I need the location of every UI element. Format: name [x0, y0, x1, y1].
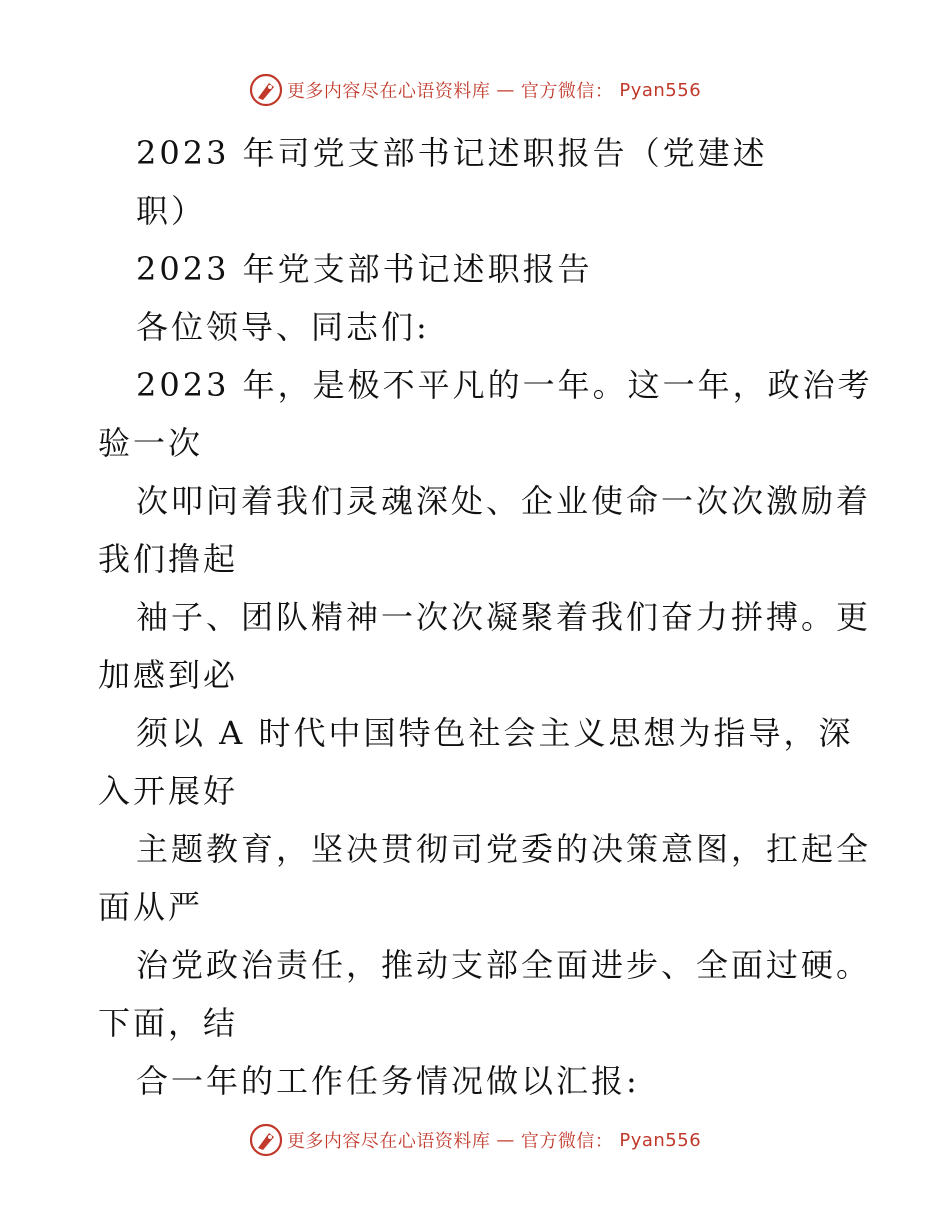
watermark-wechat-id: Pyan556 — [619, 1129, 702, 1151]
document-line: 面从严 — [98, 888, 204, 926]
pen-nib-icon — [249, 73, 283, 107]
document-line: 入开展好 — [98, 772, 239, 810]
document-line: 次叩问着我们灵魂深处、企业使命一次次激励着 — [136, 482, 872, 520]
document-line: 2023 年党支部书记述职报告 — [136, 250, 593, 288]
document-line: 我们撸起 — [98, 540, 239, 578]
watermark-wechat-label: 官方微信： — [520, 1131, 614, 1152]
watermark-separator: — — [496, 79, 515, 101]
document-line: 须以 A 时代中国特色社会主义思想为指导，深 — [136, 714, 854, 752]
header-watermark — [0, 70, 950, 110]
document-line: 2023 年司党支部书记述职报告（党建述 — [136, 134, 768, 172]
pen-nib-icon — [249, 1123, 283, 1157]
watermark-content — [249, 73, 701, 107]
watermark-text: 更多内容尽在心语资料库 — [286, 1131, 491, 1152]
document-line: 合一年的工作任务情况做以汇报: — [136, 1062, 640, 1100]
document-line: 加感到必 — [98, 656, 239, 694]
watermark-wechat-id: Pyan556 — [619, 79, 702, 101]
document-line: 各位领导、同志们: — [136, 308, 430, 346]
document-line: 2023 年，是极不平凡的一年。这一年，政治考 — [136, 366, 873, 404]
document-line: 主题教育，坚决贯彻司党委的决策意图，扛起全 — [136, 830, 872, 868]
document-line: 袖子、团队精神一次次凝聚着我们奋力拼搏。更 — [136, 598, 872, 636]
footer-watermark — [0, 1120, 950, 1160]
watermark-text: 更多内容尽在心语资料库 — [286, 81, 491, 102]
document-line: 职） — [136, 192, 207, 230]
document-line: 验一次 — [98, 424, 204, 462]
watermark-separator: — — [496, 1129, 515, 1151]
document-body — [98, 124, 878, 1110]
document-line: 下面，结 — [98, 1004, 239, 1042]
document-line: 治党政治责任，推动支部全面进步、全面过硬。 — [136, 946, 872, 984]
watermark-content — [249, 1123, 701, 1157]
watermark-wechat-label: 官方微信： — [520, 81, 614, 102]
